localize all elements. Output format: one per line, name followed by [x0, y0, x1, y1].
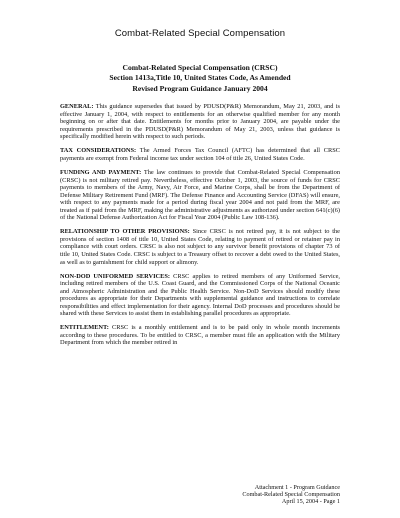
document-title	[60, 63, 340, 94]
section-body: CRSC is a monthly entitlement and is to be paid only in whole month increments according to these procedures. To be entitled to CRSC, a member must file an application with the Military Department from which the member retired in	[60, 324, 340, 347]
page-header: Combat-Related Special Compensation	[114, 28, 286, 39]
section-general	[60, 103, 340, 141]
section-heading: FUNDING AND PAYMENT:	[60, 169, 142, 177]
section-body: The law continues to provide that Combat-Related Special Compensation (CRSC) is not military retired pay. Nevertheless, effective October 1, 2003, the source of funds for CRSC payments to members of the Army, Navy, Air Force, and Marine Corps, shall be from the Department of Defense Military Retirement Fund (MRF). The Defense Finance and Accounting Service (DFAS) will ensure, with respect to any payments made for a period during fiscal year 2004 and not paid from the MRF, are treated as if paid from the MRF, making the administrative adjustments as authorized under section 641(c)(6) of the National Defense Authorization Act for Fiscal Year 2004 (Public Law 108-136).	[60, 169, 340, 222]
section-body: This guidance supersedes that issued by PDUSD(P&R) Memorandum, May 21, 2003, and is effective January 1, 2004, with respect to entitlements for an otherwise qualified member for any month beginning on or after that date. Entitlements for months prior to January 2004, are payable under the requirements prescribed in the PDUSD(P&R) Memorandum of May 21, 2003, unless that guidance is specifically modified herein with respect to such periods.	[60, 103, 340, 141]
section-body: The Armed Forces Tax Council (AFTC) has determined that all CRSC payments are exempt from Federal income tax under section 104 of title 26, United States Code.	[60, 147, 340, 162]
footer-line-3: April 15, 2004 - Page 1	[281, 498, 340, 506]
section-tax-considerations	[60, 147, 340, 162]
section-funding-and-payment	[60, 169, 340, 222]
section-heading: GENERAL:	[60, 103, 94, 111]
title-line-3: Revised Program Guidance January 2004	[132, 83, 268, 93]
section-body: Since CRSC is not retired pay, it is not subject to the provisions of section 1408 of title 10, United States Code, relating to payment of retired or retainer pay in compliance with court orders. CRSC is also not subject to any survivor benefit provisions of chapter 73 of title 10, United States Code. CRSC is subject to a Treasury offset to recover a debt owed to the United States, as well as to garnishment for child support or alimony.	[60, 228, 340, 266]
section-relationship-to-other-provisions	[60, 228, 340, 266]
title-line-2: Section 1413a,Title 10, United States Code, As Amended	[109, 73, 291, 83]
section-heading: ENTITLEMENT:	[60, 324, 109, 332]
section-heading: TAX CONSIDERATIONS:	[60, 147, 137, 155]
section-heading: NON-DOD UNIFORMED SERVICES:	[60, 272, 171, 280]
section-heading: RELATIONSHIP TO OTHER PROVISIONS:	[60, 228, 190, 236]
page-footer	[242, 484, 340, 506]
section-body: CRSC applies to retired members of any Uniformed Service, including retired members of the U.S. Coast Guard, and the Commissioned Corps of the National Oceanic and Atmospheric Administration and the Public Health Service. Non-DoD Services should modify these procedures as appropriate for their Departments with supplemental guidance and instructions to correlate responsibilities and effect implementation for their agency. Internal DoD processes and procedures should be shared with these Services to assist them in establishing parallel procedures as appropriate.	[60, 272, 341, 318]
footer-line-2: Combat-Related Special Compensation	[242, 491, 340, 499]
section-entitlement	[60, 324, 340, 347]
footer-line-1: Attachment 1 - Program Guidance	[254, 484, 340, 491]
title-line-1: Combat-Related Special Compensation (CRSC)	[122, 63, 278, 72]
section-non-dod-uniformed-services	[60, 273, 340, 318]
